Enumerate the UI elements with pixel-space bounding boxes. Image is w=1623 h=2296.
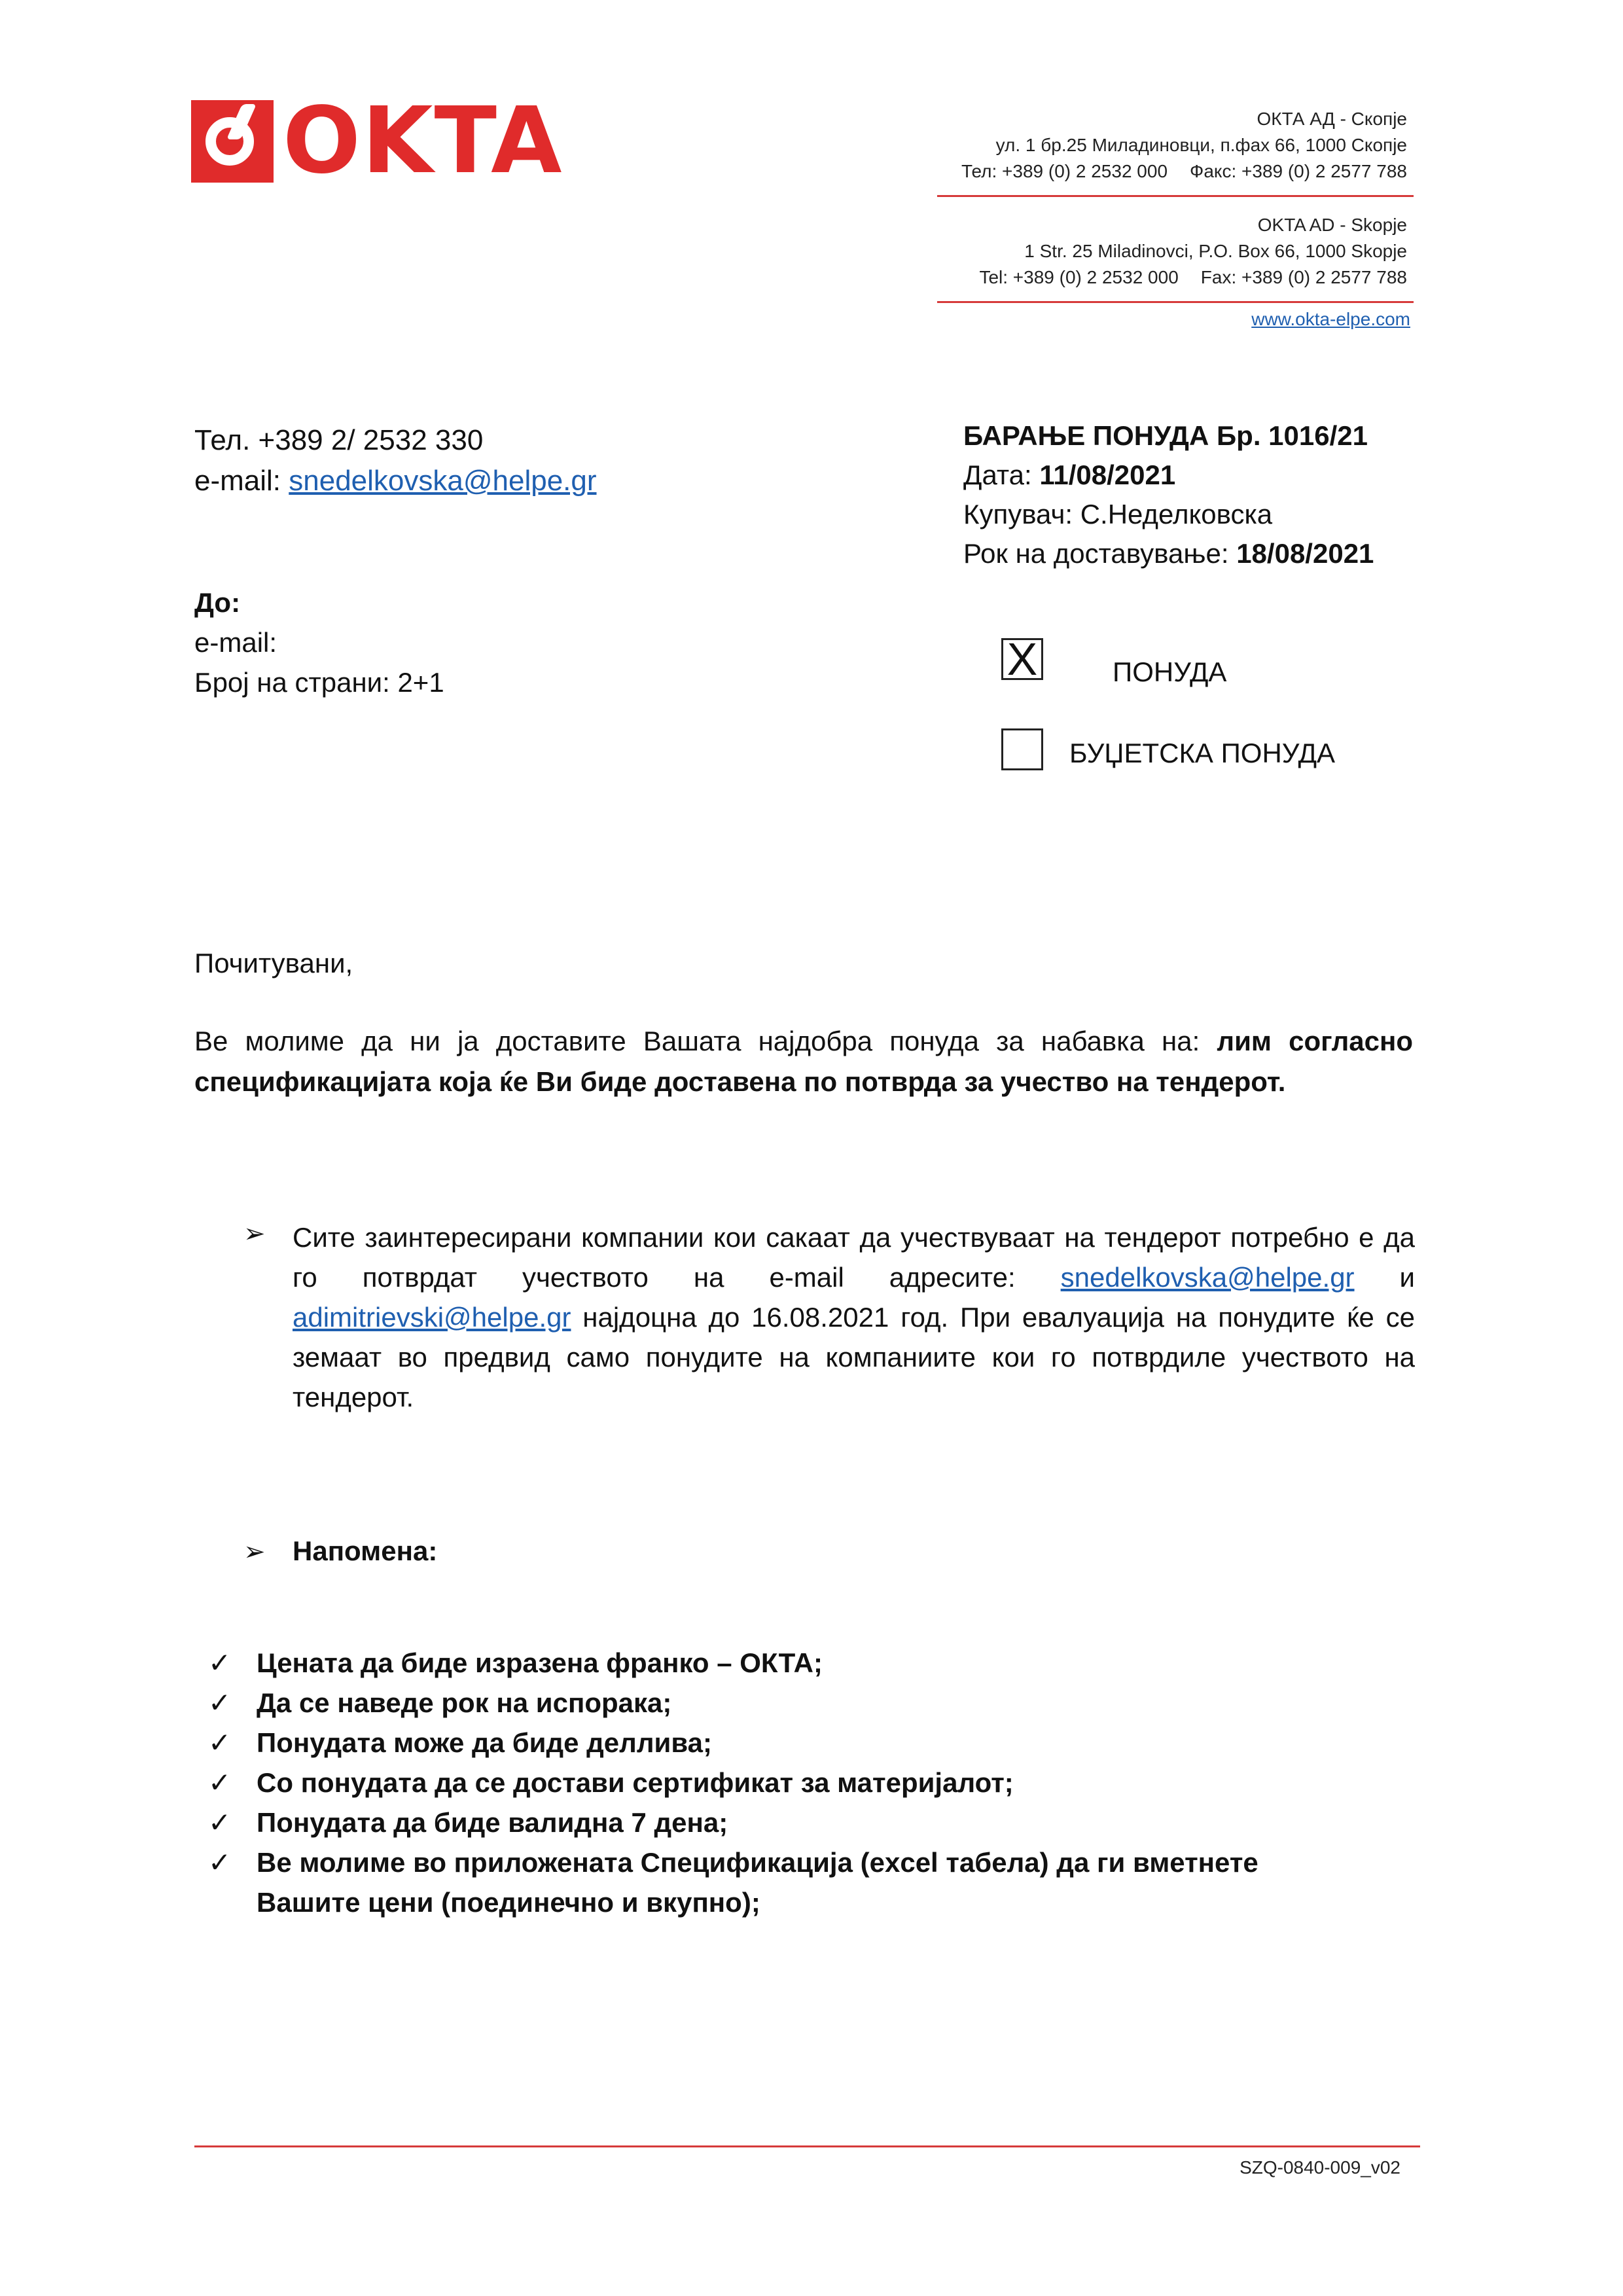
checkmark-icon: ✓ xyxy=(208,1727,232,1758)
buyer: Купувач: С.Неделковска xyxy=(963,499,1273,529)
offer-label: ПОНУДА xyxy=(1113,656,1227,687)
header-divider-2 xyxy=(937,301,1414,303)
list-item xyxy=(208,1723,1369,1763)
contact-email-row xyxy=(194,461,597,501)
contact-block xyxy=(194,420,597,501)
note-text: Понудата може да биде деллива; xyxy=(257,1727,712,1758)
header-divider-1 xyxy=(937,195,1414,197)
note-text: Цената да биде изразена франко – ОКТА; xyxy=(257,1647,823,1678)
budget-offer-label: БУЏЕТСКА ПОНУДА xyxy=(1069,738,1336,768)
checkmark-icon: ✓ xyxy=(208,1847,232,1878)
footer-divider xyxy=(194,2145,1420,2147)
note-text: Да се наведе рок на испорака; xyxy=(257,1687,672,1718)
phone-fax-en xyxy=(979,264,1407,291)
budget-offer-checkbox[interactable] xyxy=(1001,728,1043,770)
okta-logo xyxy=(191,88,563,194)
request-date: 11/08/2021 xyxy=(1039,459,1176,490)
street-mk: ул. 1 бр.25 Миладиновци, п.фах 66, 1000 Скопје xyxy=(995,135,1407,155)
checkmark-icon: ✓ xyxy=(208,1807,232,1838)
deadline-row xyxy=(963,534,1374,573)
participation-text-b: најдоцна до 16.08.2021 год. При евалуација на понудите ќе се земаат во предвид само понудите на компаниите кои го потврдиле учеството на тендерот. xyxy=(293,1302,1415,1412)
bullet-arrow-icon: ➢ xyxy=(243,1219,266,1248)
deadline-label: Рок на доставување: xyxy=(963,538,1237,569)
date-label: Дата: xyxy=(963,459,1040,490)
intro-text: Ве молиме да ни ја доставите Вашата најдобра понуда за набавка на: xyxy=(194,1026,1217,1056)
email-link-adimitrievski[interactable]: adimitrievski@helpe.gr xyxy=(293,1302,571,1333)
participation-text-a: Сите заинтересирани компании кои сакаат да учествуваат на тендерот потребно е да го потврдат учеството на e-mail адресите: xyxy=(293,1222,1415,1293)
list-item xyxy=(208,1643,1369,1683)
company-name-mk: ОКТА АД - Скопје xyxy=(1257,109,1407,129)
contact-phone: Тел. +389 2/ 2532 330 xyxy=(194,424,484,456)
request-info xyxy=(963,416,1374,573)
bullet-arrow-icon: ➢ xyxy=(243,1537,266,1566)
logo-wordmark: OKTA xyxy=(283,88,563,194)
checkmark-icon: ✓ xyxy=(208,1687,232,1718)
request-title: БАРАЊЕ ПОНУДА Бр. 1016/21 xyxy=(963,420,1368,451)
note-heading: Напомена: xyxy=(293,1535,438,1566)
page-count: Број на страни: 2+1 xyxy=(194,667,444,698)
intro-subject: лим согласно спецификацијата која ќе Ви биде доставена по потврда за учество на тендерот. xyxy=(194,1026,1413,1097)
phone-en: Tel: +389 (0) 2 2532 000 xyxy=(979,267,1179,287)
note-text: Ве молиме во приложената Спецификација (excel табела) да ги вметнете Вашите цени (поединечно и вкупно); xyxy=(257,1847,1258,1918)
deadline-date: 18/08/2021 xyxy=(1236,538,1374,569)
list-item xyxy=(208,1803,1369,1842)
notes-list xyxy=(208,1643,1369,1922)
company-name-en: OKTA AD - Skopje xyxy=(1257,215,1407,235)
list-item xyxy=(208,1842,1369,1922)
participation-and: и xyxy=(1354,1262,1416,1293)
intro-paragraph xyxy=(194,1021,1413,1102)
note-text: Понудата да биде валидна 7 дена; xyxy=(257,1807,728,1838)
request-date-row xyxy=(963,456,1374,495)
checkmark-icon: ✓ xyxy=(208,1647,232,1678)
address-block-en xyxy=(979,212,1407,291)
fax-en: Fax: +389 (0) 2 2577 788 xyxy=(1200,267,1407,287)
greeting: Почитувани, xyxy=(194,948,353,978)
phone-mk: Тел: +389 (0) 2 2532 000 xyxy=(961,161,1168,181)
offer-checkbox[interactable]: X xyxy=(1001,638,1043,680)
contact-email-link[interactable]: snedelkovska@helpe.gr xyxy=(289,465,597,497)
recipient-email-label: e-mail: xyxy=(194,627,277,658)
street-en: 1 Str. 25 Miladinovci, P.O. Box 66, 1000 Skopje xyxy=(1024,241,1407,261)
email-link-snedelkovska[interactable]: snedelkovska@helpe.gr xyxy=(1060,1262,1355,1293)
phone-fax-mk xyxy=(961,158,1407,185)
recipient-block xyxy=(194,583,444,702)
note-text: Со понудата да се достави сертификат за материјалот; xyxy=(257,1767,1014,1798)
okta-drop-icon xyxy=(191,100,274,183)
list-item xyxy=(208,1683,1369,1723)
participation-paragraph xyxy=(293,1217,1415,1417)
fax-mk: Факс: +389 (0) 2 2577 788 xyxy=(1190,161,1407,181)
document-code: SZQ-0840-009_v02 xyxy=(1240,2157,1400,2178)
contact-email-label: e-mail: xyxy=(194,465,289,497)
website-link[interactable]: www.okta-elpe.com xyxy=(1251,309,1410,329)
checkmark-icon: ✓ xyxy=(208,1767,232,1798)
address-block-mk xyxy=(961,106,1407,185)
to-label: До: xyxy=(194,587,241,618)
list-item xyxy=(208,1763,1369,1803)
